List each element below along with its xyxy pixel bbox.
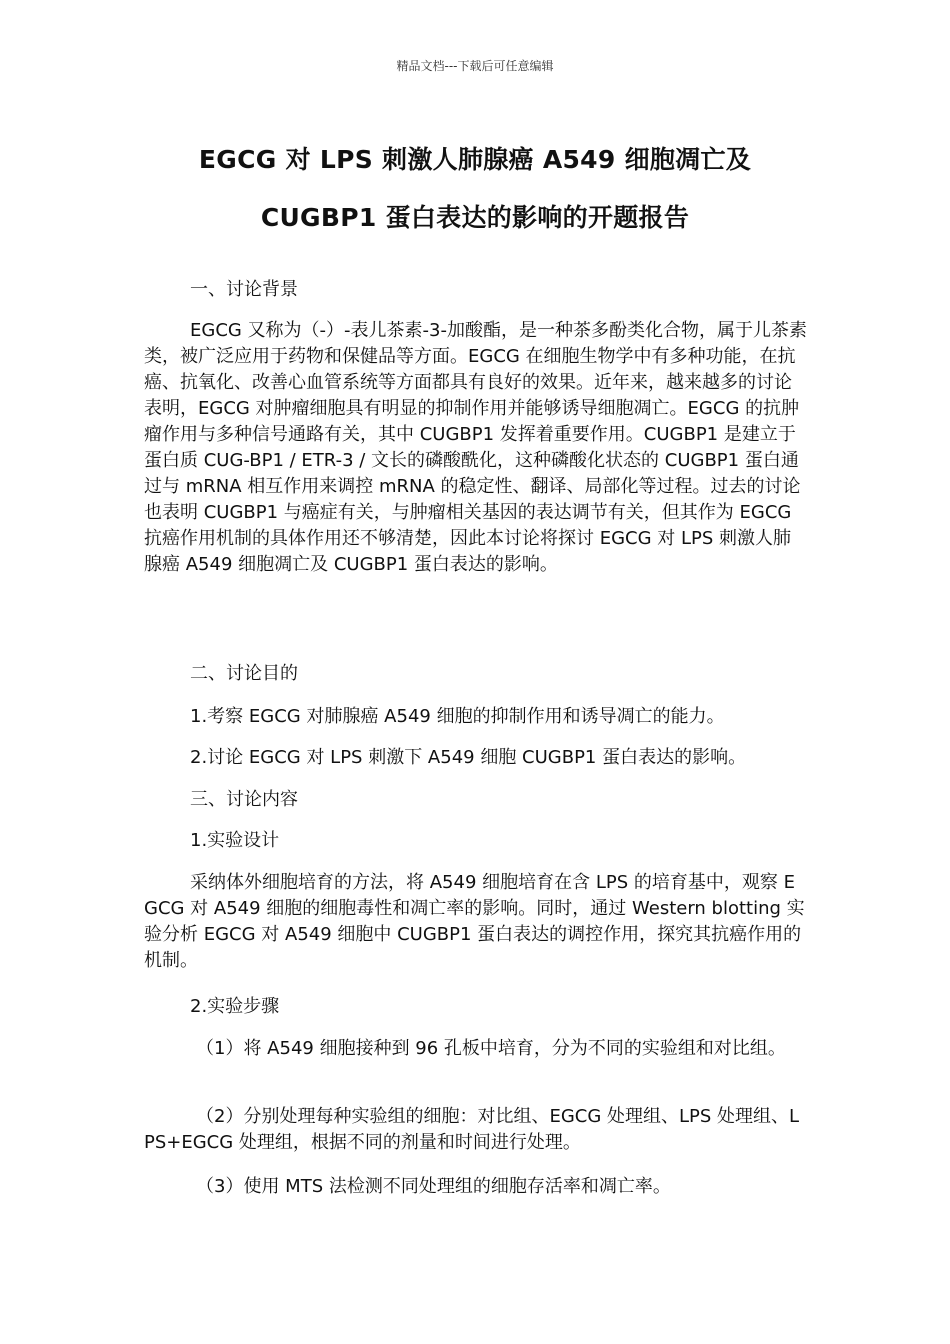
purpose-item-2: 2.讨论 EGCG 对 LPS 刺激下 A549 细胞 CUGBP1 蛋白表达的影响。 (190, 747, 747, 768)
step-2: （2）分别处理每种实验组的细胞：对比组、EGCG 处理组、LPS 处理组、LPS+EGCG 处理组，根据不同的剂量和时间进行处理。 (144, 1106, 800, 1153)
background-paragraph: EGCG 又称为（-）-表儿茶素-3-加酸酯，是一种茶多酚类化合物，属于儿茶素类，被广泛应用于药物和保健品等方面。EGCG 在细胞生物学中有多种功能，在抗癌、抗氧化、改善心血管系统等方面都具有良好的效果。近年来，越来越多的讨论表明，EGCG 对肿瘤细胞具有明显的抑制作用并能够诱导细胞凋亡。EGCG 的抗肿瘤作用与多种信号通路有关，其中 CUGBP1 发挥着重要作用。CUGBP1 是建立于蛋白质 CUG-BP1 / ETR-3 / 文长的磷酸酰化，这种磷酸化状态的 CUGBP1 蛋白通过与 mRNA 相互作用来调控 mRNA 的稳定性、翻译、局部化等过程。过去的讨论也表明 CUGBP1 与癌症有关，与肿瘤相关基因的表达调节有关，但其作为 EGCG 抗癌作用机制的具体作用还不够清楚，因此本讨论将探讨 EGCG 对 LPS 刺激人肺腺癌 A549 细胞凋亡及 CUGBP1 蛋白表达的影响。 (144, 320, 807, 575)
page-header: 精品文档---下载后可任意编辑 (396, 59, 554, 73)
title-line-1: EGCG 对 LPS 刺激人肺腺癌 A549 细胞凋亡及 (198, 145, 752, 174)
step-3: （3）使用 MTS 法检测不同处理组的细胞存活率和凋亡率。 (196, 1176, 671, 1197)
purpose-item-1: 1.考察 EGCG 对肺腺癌 A549 细胞的抑制作用和诱导凋亡的能力。 (190, 706, 725, 727)
section-heading-content: 三、讨论内容 (190, 789, 298, 810)
step-1: （1）将 A549 细胞接种到 96 孔板中培育，分为不同的实验组和对比组。 (196, 1038, 786, 1059)
subheading-experiment-design: 1.实验设计 (190, 830, 280, 851)
section-heading-background: 一、讨论背景 (190, 279, 298, 300)
experiment-design-paragraph: 采纳体外细胞培育的方法，将 A549 细胞培育在含 LPS 的培育基中，观察 EGCG 对 A549 细胞的细胞毒性和凋亡率的影响。同时，通过 Western blotting 实验分析 EGCG 对 A549 细胞中 CUGBP1 蛋白表达的调控作用，探究其抗癌作用的机制。 (144, 872, 805, 971)
section-heading-purpose: 二、讨论目的 (190, 663, 298, 684)
subheading-experiment-steps: 2.实验步骤 (190, 996, 280, 1017)
title-line-2: CUGBP1 蛋白表达的影响的开题报告 (260, 203, 690, 232)
